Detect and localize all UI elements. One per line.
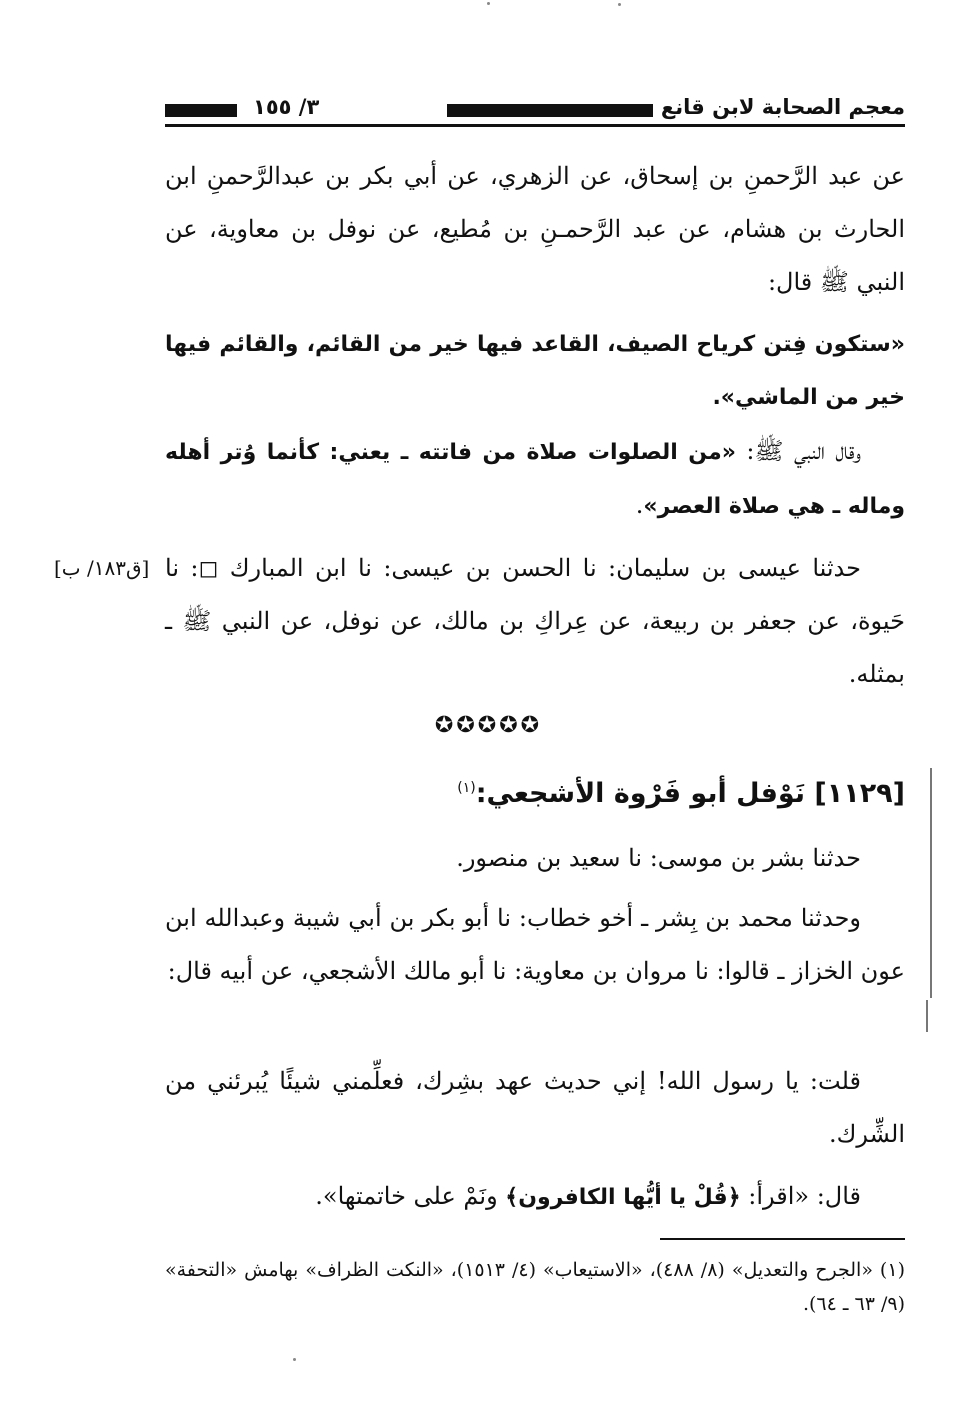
paragraph-isnad-3: حدثنا بشر بن موسى: نا سعيد بن منصور.	[456, 844, 861, 872]
manuscript-folio-note: [ق١٨٣/ ب]	[54, 556, 150, 580]
page-number: ٣/ ١٥٥	[245, 93, 327, 121]
paragraph-answer	[165, 1170, 905, 1224]
answer-intro: قال: «اقرأ:	[740, 1182, 861, 1210]
margin-line	[930, 768, 932, 998]
book-title: معجم الصحابة لابن قانع	[653, 93, 905, 121]
footnote-text: (١) «الجرح والتعديل» (٨/ ٤٨٨)، «الاستيعاب» (٤/ ١٥١٣)، «النكت الظراف» بهامش «التحفة» (٩/ ٦٣ ـ ٦٤).	[165, 1259, 905, 1315]
scan-speck	[487, 2, 490, 5]
entry-heading	[165, 760, 905, 822]
running-header	[165, 93, 905, 129]
header-rule	[165, 124, 905, 127]
paragraph-hadith-2	[165, 425, 905, 533]
entry-title: [١١٢٩] نَوْفل أبو فَرْوة الأشجعي:	[475, 778, 905, 809]
paragraph-isnad-1: عن عبد الرَّحمنِ بن إسحاق، عن الزهري، عن أبي بكر بن عبدالرَّحمنِ ابن الحارث بن هشام، عن عبد الرَّحمـنِ بن مُطيع، عن نوفل بن معاوية، عن النبي ﷺ قال:	[165, 162, 905, 296]
section-ornament: ✪✪✪✪✪	[434, 713, 543, 738]
footnote-rule	[660, 1238, 905, 1240]
quran-verse: ﴿قُلْ يا أيُّها الكافرون﴾	[505, 1185, 741, 1210]
hadith-2-end: .	[635, 491, 644, 519]
margin-line	[926, 1000, 928, 1032]
paragraph-isnad-2: حدثنا عيسى بن سليمان: نا الحسن بن عيسى: نا ابن المبارك ◻: نا حَيوة، عن جعفر بن ربيعة، عن عِراكِ بن مالك، عن نوفل، عن النبي ﷺ ـ بمثله.	[165, 554, 905, 688]
scan-speck	[618, 3, 621, 6]
answer-end: ونَمْ على خاتمتها».	[315, 1182, 506, 1210]
header-bar	[447, 104, 683, 117]
header-bar	[165, 104, 237, 117]
scan-speck	[293, 1358, 296, 1361]
paragraph-question: قلت: يا رسول الله! إني حديث عهد بشِرك، فعلِّمني شيئًا يُبرئني من الشِّرك.	[165, 1067, 905, 1148]
hadith-2-intro: وقال النبي ﷺ:	[735, 437, 861, 465]
paragraph-isnad-4: وحدثنا محمد بن بِشر ـ أخو خطاب: نا أبو بكر بن أبي شيبة وعبدالله ابن عون الخزاز ـ قالوا: نا مروان بن معاوية: نا أبو مالك الأشجعي، عن أبيه قال:	[165, 904, 905, 985]
hadith-text-1: «ستكون فِتن كرياح الصيف، القاعد فيها خير من القائم، والقائم فيها خير من الماشي».	[165, 332, 905, 410]
footnote-marker: (١)	[457, 780, 476, 796]
hadith-2-text: «من الصلوات صلاة من فاتته ـ يعني: كأنما وُتر أهله وماله ـ هي صلاة العصر»	[165, 440, 905, 519]
